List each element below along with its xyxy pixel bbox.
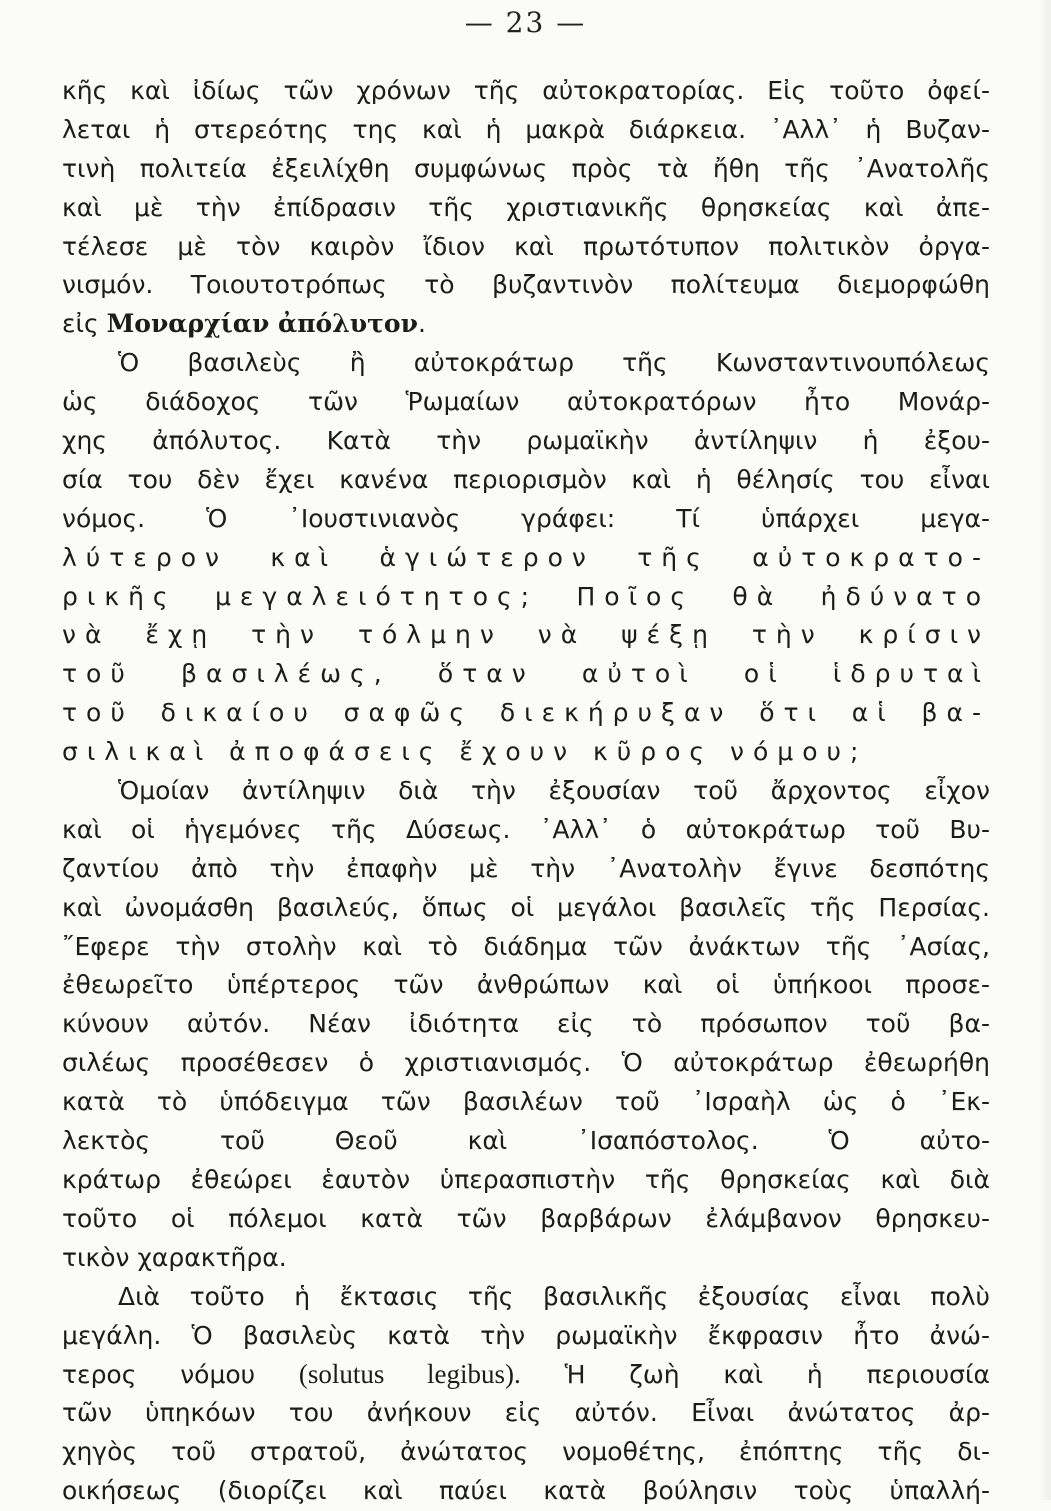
text-line: καὶ οἱ ἡγεμόνες τῆς Δύσεως. ᾿Αλλ᾿ ὁ αὐτοκράτωρ τοῦ Βυ-	[62, 814, 990, 844]
quoted-text-line: ρικῆς μεγαλειότητος; Ποῖος θὰ ἠδύνατο	[62, 581, 990, 611]
text-line: κῆς καὶ ἰδίως τῶν χρόνων τῆς αὐτοκρατορίας. Εἰς τοῦτο ὀφεί-	[62, 76, 990, 105]
paragraph-start-line: Ὁμοίαν ἀντίληψιν διὰ τὴν ἐξουσίαν τοῦ ἄρχοντος εἶχον	[118, 776, 990, 806]
text-line: χηγὸς τοῦ στρατοῦ, ἀνώτατος νομοθέτης, ἐπόπτης τῆς δι-	[62, 1437, 990, 1467]
text-line: κύνουν αὐτόν. Νέαν ἰδιότητα εἰς τὸ πρόσωπον τοῦ βα-	[62, 1009, 990, 1039]
quoted-text-line: σιλικαὶ ἀποφάσεις ἔχουν κῦρος νόμου;	[62, 737, 868, 767]
page-number: — 23 —	[464, 6, 587, 39]
latin-phrase: (solutus legibus).	[298, 1359, 521, 1390]
text-line: κατὰ τὸ ὑπόδειγμα τῶν βασιλέων τοῦ ᾿Ισραὴλ ὡς ὁ ᾿Εκ-	[62, 1087, 990, 1117]
text-line: μεγάλη. Ὁ βασιλεὺς κατὰ τὴν ρωμαϊκὴν ἔκφρασιν ἦτο ἀνώ-	[62, 1320, 990, 1350]
paragraph-start-line: Ὁ βασιλεὺς ἢ αὐτοκράτωρ τῆς Κωνσταντινουπόλεως	[118, 348, 990, 378]
paragraph-start-line: Διὰ τοῦτο ἡ ἔκτασις τῆς βασιλικῆς ἐξουσίας εἶναι πολὺ	[118, 1281, 990, 1311]
quoted-text-line: τοῦ βασιλέως, ὅταν αὐτοὶ οἱ ἱδρυταὶ	[62, 659, 990, 689]
text-line: ῎Εφερε τὴν στολὴν καὶ τὸ διάδημα τῶν ἀνάκτων τῆς ᾿Ασίας,	[62, 931, 990, 961]
text-line: κράτωρ ἐθεώρει ἑαυτὸν ὑπερασπιστὴν τῆς θρησκείας καὶ διὰ	[62, 1164, 990, 1194]
text-line: ζαντίου ἀπὸ τὴν ἐπαφὴν μὲ τὴν ᾿Ανατολὴν ἔγινε δεσπότης	[62, 853, 990, 883]
text-fragment: εἰς	[62, 309, 99, 339]
scan-edge-shadow	[1039, 0, 1051, 1500]
text-line: νόμος. Ὁ ᾿Ιουστινιανὸς γράφει: Τί ὑπάρχει μεγα-	[62, 503, 990, 533]
text-line: σιλέως προσέθεσεν ὁ χριστιανισμός. Ὁ αὐτοκράτωρ ἐθεωρήθη	[62, 1048, 990, 1078]
text-line: τῶν ὑπηκόων του ἀνήκουν εἰς αὐτόν. Εἶναι ἀνώτατος ἀρ-	[62, 1398, 990, 1428]
text-line: ὡς διάδοχος τῶν Ῥωμαίων αὐτοκρατόρων ἦτο Μονάρ-	[62, 387, 990, 417]
text-line: νισμόν. Τοιουτοτρόπως τὸ βυζαντινὸν πολίτευμα διεμορφώθη	[62, 270, 990, 300]
text-line: σία του δὲν ἔχει κανένα περιορισμὸν καὶ ἡ θέλησίς του εἶναι	[62, 464, 990, 494]
text-line-with-latin	[62, 1355, 990, 1394]
body-text	[62, 72, 990, 1511]
quoted-text-line: νὰ ἔχῃ τὴν τόλμην νὰ ψέξῃ τὴν κρίσιν	[62, 620, 990, 650]
text-line: τοῦτο οἱ πόλεμοι κατὰ τῶν βαρβάρων ἐλάμβανον θρησκευ-	[62, 1203, 990, 1233]
text-line: λεκτὸς τοῦ Θεοῦ καὶ ᾿Ισαπόστολος. Ὁ αὐτο-	[62, 1126, 990, 1156]
text-line: λεται ἡ στερεότης της καὶ ἡ μακρὰ διάρκεια. ᾿Αλλ᾿ ἡ Βυζαν-	[62, 114, 990, 144]
text-line: ἐθεωρεῖτο ὑπέρτερος τῶν ἀνθρώπων καὶ οἱ ὑπήκοοι προσε-	[62, 970, 990, 1000]
text-line: χης ἀπόλυτος. Κατὰ τὴν ρωμαϊκὴν ἀντίληψιν ἡ ἐξου-	[62, 426, 990, 456]
quoted-text-line: λύτερον καὶ ἁγιώτερον τῆς αὐτοκρατο-	[62, 542, 990, 572]
text-line: τικὸν χαρακτῆρα.	[62, 1242, 287, 1272]
emphasized-term: Μοναρχίαν ἀπόλυτον	[106, 309, 418, 339]
text-fragment: τερος νόμου	[62, 1360, 256, 1390]
quoted-text-line: τοῦ δικαίου σαφῶς διεκήρυξαν ὅτι αἱ βα-	[62, 698, 990, 728]
text-line: οικήσεως (διορίζει καὶ παύει κατὰ βούλησιν τοὺς ὑπαλλή-	[62, 1476, 990, 1506]
text-line: τέλεσε μὲ τὸν καιρὸν ἴδιον καὶ πρωτότυπον πολιτικὸν ὀργα-	[62, 231, 990, 261]
text-line-with-emphasis: εἰς Μοναρχίαν ἀπόλυτον.	[62, 309, 426, 339]
text-fragment: Ἡ ζωὴ καὶ ἡ περιουσία	[564, 1360, 990, 1390]
text-line: καὶ ὠνομάσθη βασιλεύς, ὅπως οἱ μεγάλοι βασιλεῖς τῆς Περσίας.	[62, 892, 990, 922]
text-line: καὶ μὲ τὴν ἐπίδρασιν τῆς χριστιανικῆς θρησκείας καὶ ἀπε-	[62, 192, 990, 222]
text-line: τινὴ πολιτεία ἐξειλίχθη συμφώνως πρὸς τὰ ἤθη τῆς ᾿Ανατολῆς	[62, 153, 990, 183]
